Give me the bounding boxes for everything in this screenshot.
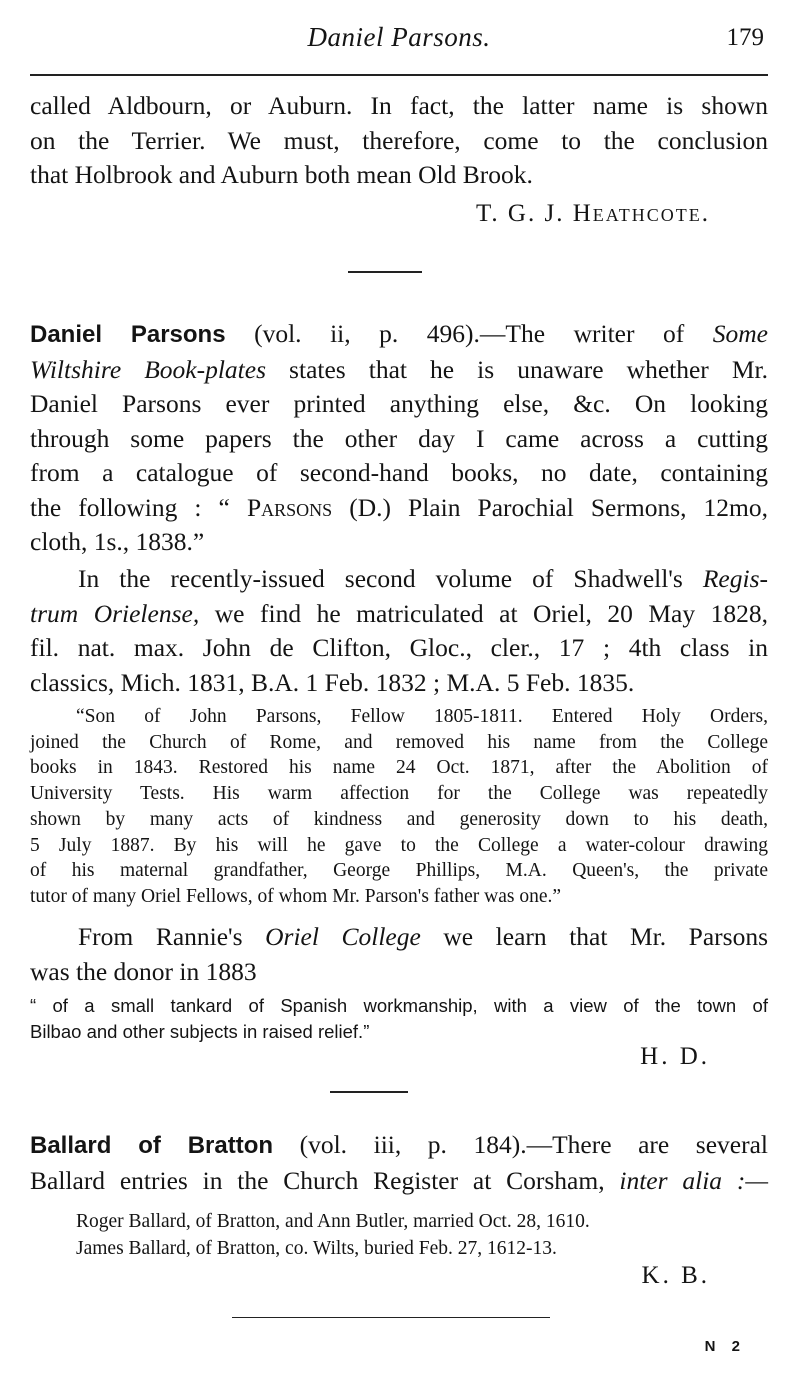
- register-line: James Ballard, of Bratton, co. Wilts, buried Feb. 27, 1612-13.: [76, 1238, 557, 1259]
- text-line: trum Orielense, we find he matriculated at Oriel, 20 May 1828,: [30, 598, 769, 628]
- running-title: Daniel Parsons.: [307, 22, 491, 52]
- book-title: Wiltshire Book-plates: [30, 354, 266, 384]
- quote-line: tutor of many Oriel Fellows, of whom Mr. Parson's father was one.”: [30, 885, 562, 907]
- printer-signature-mark: N 2: [704, 1338, 746, 1355]
- parsons-paragraph-1: [30, 317, 768, 560]
- text-line: In the recently-issued second volume of Shadwell's Regis-: [78, 564, 768, 593]
- text-line: Ballard entries in the Church Register at Corsham, inter alia :—: [30, 1165, 769, 1195]
- running-head: [30, 22, 768, 62]
- quote-line: “Son of John Parsons, Fellow 1805-1811. Entered Holy Orders,: [76, 706, 768, 727]
- header-rule: [30, 74, 768, 76]
- quote-line: Bilbao and other subjects in raised relief.”: [30, 1021, 370, 1042]
- entry-heading-ballard: Ballard of Bratton: [30, 1132, 274, 1159]
- text-line: classics, Mich. 1831, B.A. 1 Feb. 1832 ; M.A. 5 Feb. 1835.: [30, 667, 635, 697]
- footer-rule: [232, 1317, 550, 1318]
- text-line: that Holbrook and Auburn both mean Old Brook.: [30, 160, 533, 189]
- text-line: from a catalogue of second-hand books, no date, containing: [30, 458, 768, 487]
- signature-hd: H. D.: [640, 1043, 710, 1070]
- text-line: Wiltshire Book-plates states that he is unaware whether Mr.: [30, 354, 768, 384]
- signature-heathcote: [476, 200, 710, 228]
- parsons-paragraph-2: [30, 562, 768, 700]
- text-line: Ballard of Bratton (vol. iii, p. 184).—There are several: [30, 1130, 768, 1159]
- register-line: Roger Ballard, of Bratton, and Ann Butler, married Oct. 28, 1610.: [76, 1211, 590, 1232]
- quote-line: University Tests. His warm affection for the College was repeatedly: [30, 783, 768, 805]
- quote-line: books in 1843. Restored his name 24 Oct. 1871, after the Abolition of: [30, 757, 768, 779]
- page-number: 179: [726, 24, 764, 51]
- quote-line: 5 July 1887. By his will he gave to the College a water-colour drawing: [30, 834, 768, 856]
- aldbourn-paragraph: [30, 89, 768, 193]
- signature-kb: K. B.: [641, 1262, 710, 1289]
- ballard-paragraph: [30, 1128, 768, 1198]
- text-line: From Rannie's Oriel College we learn that Mr. Parsons: [78, 922, 769, 951]
- text-line: called Aldbourn, or Auburn. In fact, the latter name is shown: [30, 91, 768, 120]
- quote-line: “ of a small tankard of Spanish workmanship, with a view of the town of: [30, 995, 768, 1016]
- text-line: through some papers the other day I came across a cutting: [30, 423, 768, 453]
- text-line: Daniel Parsons ever printed anything else, &c. On looking: [30, 389, 768, 418]
- quote-line: of his maternal grandfather, George Phillips, M.A. Queen's, the private: [30, 860, 768, 882]
- register-entries: [76, 1208, 590, 1262]
- parsons-paragraph-3: [30, 920, 768, 989]
- text-line: Daniel Parsons (vol. ii, p. 496).—The writer of Some: [30, 319, 768, 348]
- quote-line: shown by many acts of kindness and generosity down to his death,: [30, 808, 768, 830]
- entry-heading-parsons: Daniel Parsons: [30, 321, 226, 348]
- rannie-quote: [30, 993, 768, 1045]
- book-title: Oriel College: [265, 922, 421, 951]
- text-line: was the donor in 1883: [30, 956, 257, 986]
- oriel-quote: [30, 704, 768, 910]
- text-line: the following : “ Parsons (D.) Plain Parochial Sermons, 12mo,: [30, 492, 769, 522]
- text-line: cloth, 1s., 1838.”: [30, 527, 205, 556]
- signature-initials: T. G. J.: [476, 200, 573, 227]
- section-divider: [330, 1091, 408, 1093]
- quote-line: joined the Church of Rome, and removed his name from the College: [30, 731, 768, 753]
- text-line: on the Terrier. We must, therefore, come to the conclusion: [30, 125, 768, 155]
- section-divider: [348, 271, 422, 273]
- signature-surname: Heathcote.: [572, 200, 710, 227]
- text-line: fil. nat. max. John de Clifton, Gloc., cler., 17 ; 4th class in: [30, 633, 768, 662]
